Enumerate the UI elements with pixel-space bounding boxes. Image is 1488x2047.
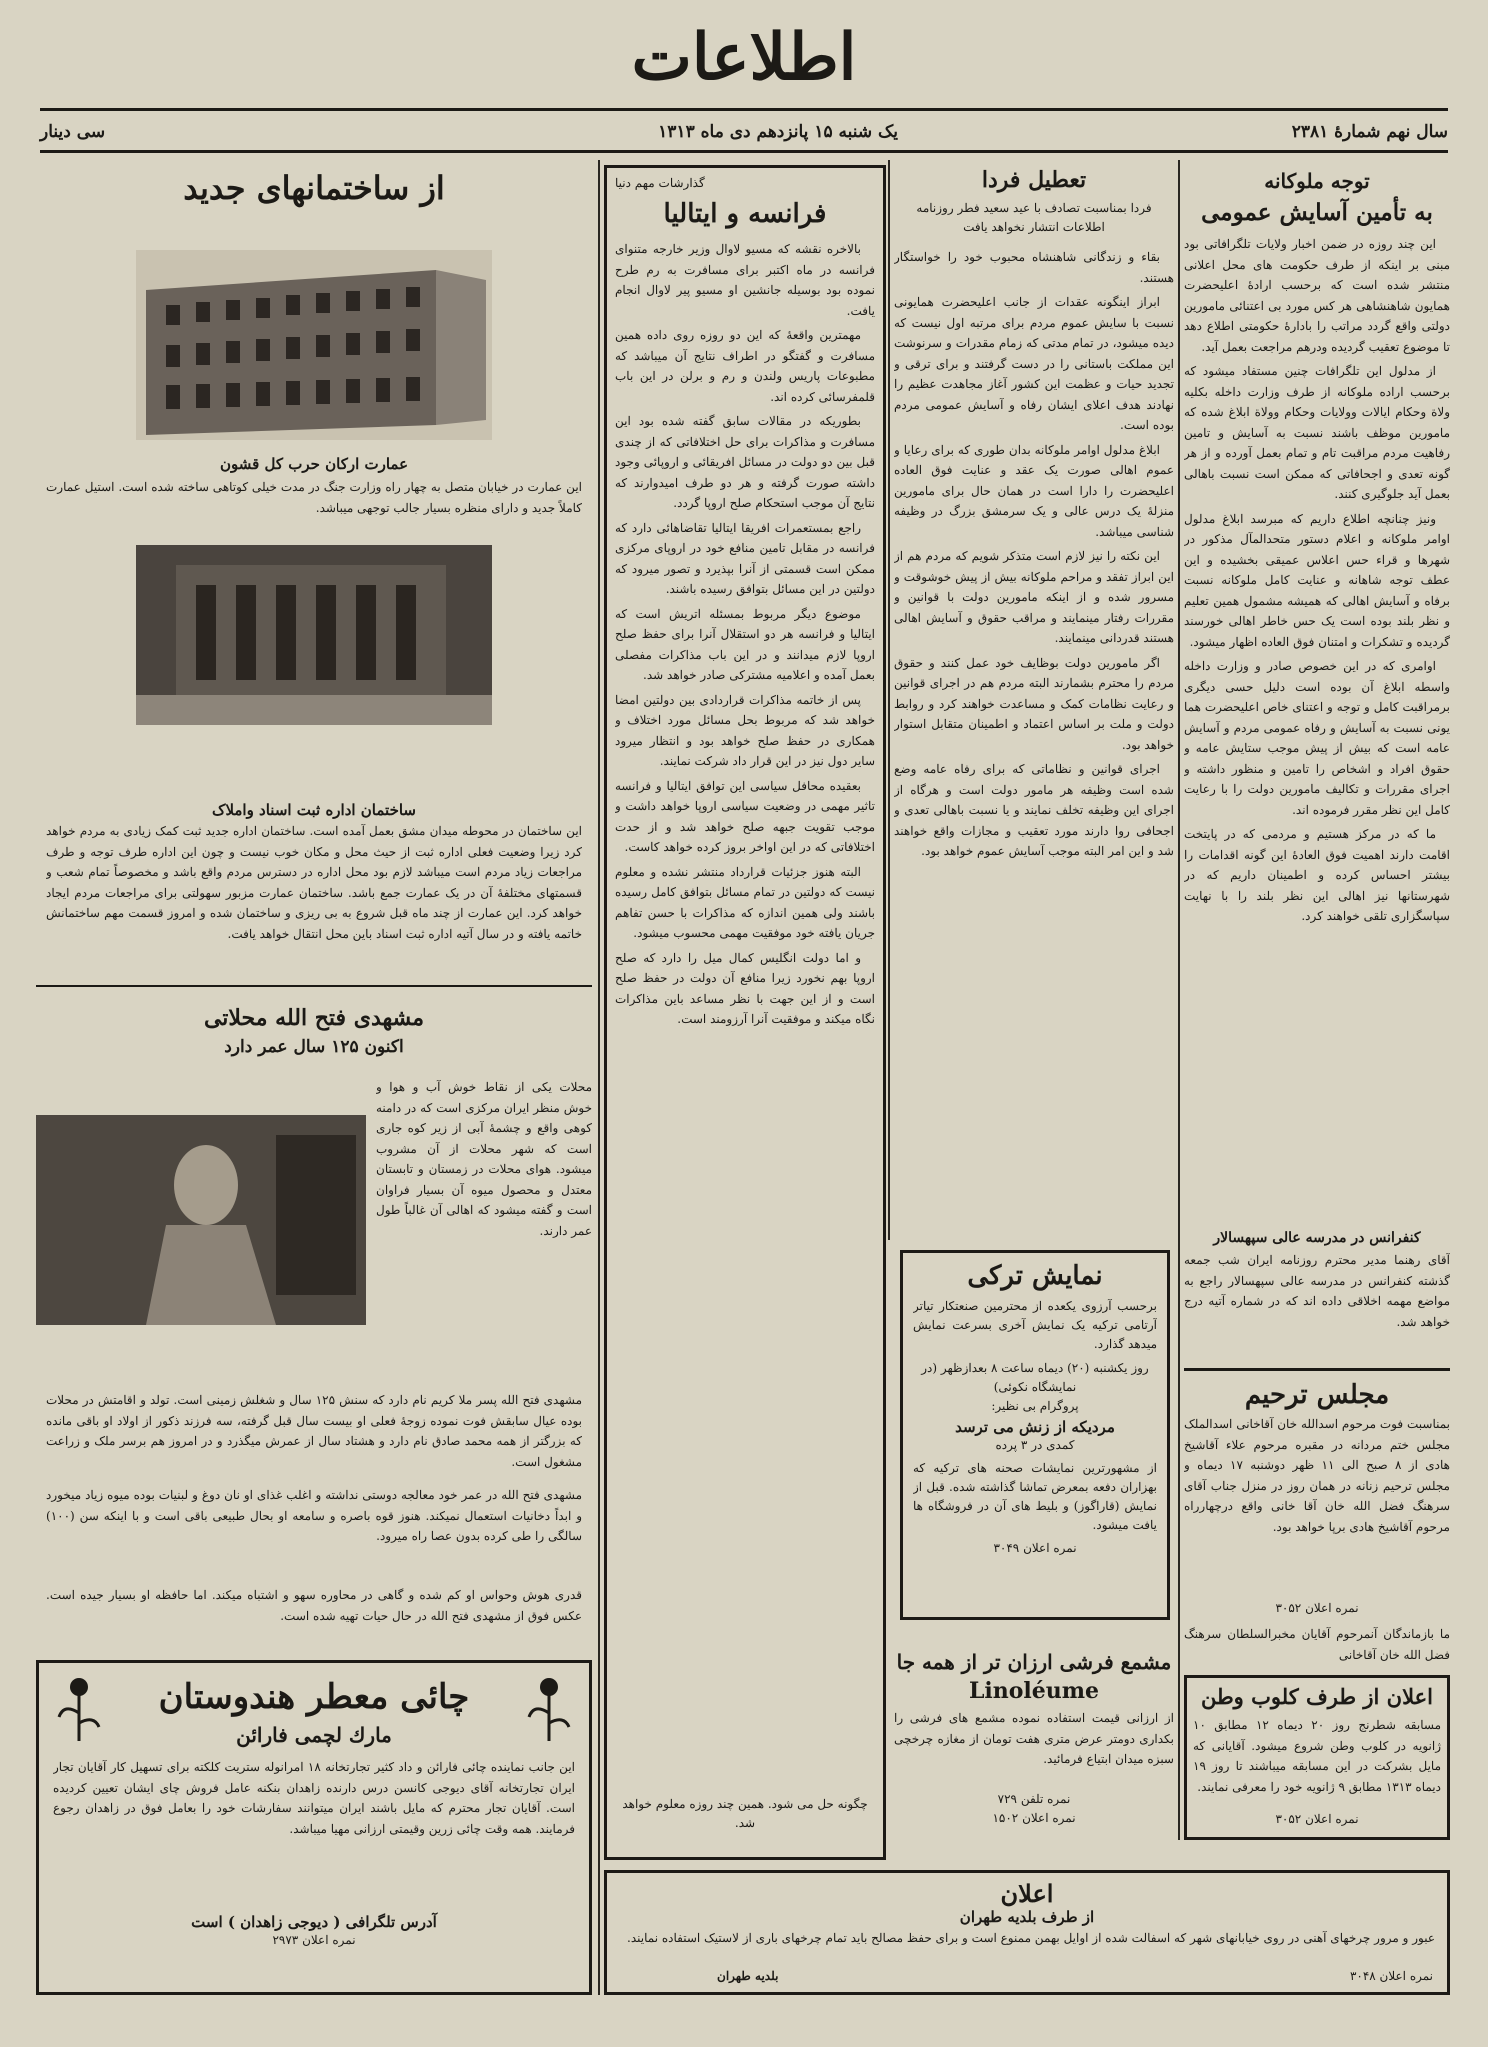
holiday-intro: فردا بمناسبت تصادف با عید سعید فطر روزنامه اطلاعات انتشار نخواهد یافت xyxy=(916,201,1152,234)
centenarian-text-4: قدری هوش وحواس او کم شده و گاهی در محاوره سهو و اشتباه میکند. اما حافظه او بسیار جیده است. عکس فوق از مشهدی فتح الله در حال حیات تهیه شده است. xyxy=(46,1588,582,1623)
article-title-1: توجه ملوکانه xyxy=(1264,169,1370,193)
paragraph: ابراز اینگونه عقدات از جانب اعلیحضرت همایونی نسبت با سایش عموم مردم برای مرتبه اول نیست که دیده میشود، در تمام مدتی که زمام مقدرات و سرنوشت این مملکت باستانی را در دست گرفتند و برای ترقی و تجدید حیات و عظمت این کشور آغاز مجاهدت عظیم را نهادند هدف اعلای ایشان رفاه و آسایش عمومی مردم بوده است. xyxy=(894,295,1174,432)
paragraph: بقاء و زندگانی شاهنشاه محبوب خود را خواستگار هستند. xyxy=(894,250,1174,285)
club-text: مسابقه شطرنج روز ۲۰ دیماه ۱۲ مطابق ۱۰ ژانویه در کلوب وطن شروع میشود. آقایانی که مایل بشرکت در این مسابقه میباشند تا روز ۱۹ دیماه ۱۳۱۳ مطابق ۹ ژانویه خود را معرفی نمایند. xyxy=(1193,1718,1441,1794)
mourning-notice xyxy=(1184,1376,1450,1666)
centenarian-title: مشهدی فتح الله محلاتی xyxy=(203,1005,425,1031)
paragraph: این نکته را نیز لازم است متذکر شویم که مردم هم از این ابراز تفقد و مراحم ملوکانه بیش از پیش خوشوقت و مسرور شده و از اینکه مامورین دولت با قوانین و مقررات رفتار مینمایند و مراقب حقوق و آسایش اهالی هستند قدردانی مینمایند. xyxy=(894,549,1174,645)
column-divider xyxy=(888,160,890,1240)
article-body xyxy=(1184,234,1450,1219)
dateline-date: یک شنبه ۱۵ پانزدهم دی ماه ۱۳۱۳ xyxy=(658,122,898,142)
section-title: از ساختمانهای جدید xyxy=(183,169,445,207)
municipality-signature: بلدیه طهران xyxy=(717,1969,779,1983)
carpet-brand: Linoléume xyxy=(968,1678,1100,1704)
dateline-price: سی دینار xyxy=(40,122,106,142)
dateline-issue: سال نهم شمارهٔ ۲۳۸۱ xyxy=(1291,122,1448,142)
paragraph: ونیز چنانچه اطلاع داریم که مبرسد ابلاغ مدلول اوامر ملوکانه و اعلام دستور متحدالمآل مذکور در شهرها و قراء حس اعلاس عمیقی بخشیده و این عطف توجه شاهانه و عنایت کامل ملوکانه نسبت برفاه و آسایش اهالی که همیشه مشمول همین تعلیم و نظر بلند بوده است یک حس خاطر اهالی خورسند گردیده و تشکرات و امتنان فوق العاده اظهار میشود. xyxy=(1184,511,1450,649)
paragraph: مهمترین واقعهٔ که این دو روزه روی داده همین مسافرت و گفتگو در اطراف نتایج آن میباشد که مطبوعات پاریس ولندن و رم و برلن در این باب قلمفرسائی کرده اند. xyxy=(615,328,875,404)
paragraph: ما که در مرکز هستیم و مردمی که در پایتخت اقامت دارند اهمیت فوق العادهٔ این گونه اقدامات را بیشتر احساس کرده و اطمینان داریم که در شهرستانها نیز اهالی این نظر بلند را با نهایت سپاسگزاری تلقی خواهند کرد. xyxy=(1184,827,1450,923)
linoleum-ad xyxy=(894,1650,1174,1870)
masthead-title: اطلاعات xyxy=(631,20,857,95)
tea-title: چائی معطر هندوستان xyxy=(158,1677,470,1717)
carpet-title: مشمع فرشی ارزان تر از همه جا xyxy=(896,1650,1172,1674)
army-hq-photo xyxy=(136,250,492,440)
carpet-notice-no: نمره اعلان ۱۵۰۲ xyxy=(992,1811,1076,1825)
article-title: فرانسه و ایتالیا xyxy=(663,199,827,229)
centenarian-text-2: مشهدی فتح الله پسر ملا کریم نام دارد که سنش ۱۲۵ سال و شغلش زمینی است. تولد و اقامتش در محلات بوده عیال سابقش فوت نموده زوجهٔ فعلی او بیست سال قبل گرفته، سه فرزند ذکور از اولاد او باقی مانده که بزرگتر از همه محمد صادق نام دارد و هشتاد سال از عمرش میگذرد و در امروز هم برسر ملک و زراعت مشغول است. xyxy=(46,1393,582,1469)
club-notice xyxy=(1184,1675,1450,1840)
mourning-footer: ما بازماندگان آنمرحوم آقایان مخبرالسلطان سرهنگ فضل الله خان آقاخانی xyxy=(1184,1627,1450,1662)
paragraph: از مدلول این تلگرافات چنین مستفاد میشود که برحسب اراده ملوکانه از طرف وزارت داخله بکلیه ولاة وحکام ایالات وولایات وحکام وولاة ابلاغ شده که مامورین موظف باشند نسبت به آسایش و تامین رفاهیت مردم مراقبت تام و تمام بعمل آورده و از هر گونه تعدی و اجحافاتی که ممکن است نسبت باهالی بعمل آید جلوگیری کنند. xyxy=(1184,364,1450,501)
section-divider xyxy=(36,985,592,987)
masthead-rule-top xyxy=(40,108,1448,111)
flower-icon xyxy=(49,1673,109,1743)
carpet-text: از ارزانی قیمت استفاده نموده مشمع های فرشی را بکداری دومتر عرض متری هفت تومان از مغازه چرخچی سبزه میدان ابتیاع فرمائید. xyxy=(894,1711,1174,1766)
mourning-title: مجلس ترحیم xyxy=(1244,1380,1390,1410)
conference-title: کنفرانس در مدرسه عالی سپهسالار xyxy=(1213,1230,1421,1246)
article-footer: چگونه حل می شود. همین چند روزه معلوم خواهد شد. xyxy=(622,1797,868,1830)
paragraph: اگر مامورین دولت بوظایف خود عمل کنند و حقوق مردم را محترم بشمارند البته مردم هم در اجرای قوانین و رعایت نظامات کمک و مساعدت خواهند کرد و روابط دولت و ملت بر اساس اعتماد و اطمینان متقابل استوار خواهد بود. xyxy=(894,655,1174,752)
tea-notice-no: نمره اعلان ۲۹۷۳ xyxy=(272,1933,356,1947)
carpet-phone: نمره تلفن ۷۲۹ xyxy=(997,1792,1071,1806)
paragraph: اجرای قوانین و نظاماتی که برای رفاه عامه وضع شده است وظیفه هر مامور دولت است و هرگاه از اجرای این وظیفه تخلف نمایند و یا نسبت باهالی تعدی و اجحافی روا دارند مورد تعقیب و مجازات واقع خواهند شد و این امر البته موجب آسایش عموم خواهد بود. xyxy=(894,762,1174,858)
paragraph: البته هنوز جزئیات قرارداد منتشر نشده و معلوم نیست که دولتین در تمام مسائل بتوافق کامل رسیده باشند ولی همین اندازه که مذاکرات با حسن تفاهم جریان یافته خود موفقیت مهمی محسوب میشود. xyxy=(615,864,875,940)
column-divider xyxy=(1178,160,1180,1840)
mourning-notice-no: نمره اعلان ۳۰۵۲ xyxy=(1275,1601,1359,1615)
paragraph: بالاخره نقشه که مسیو لاوال وزیر خارجه متنوای فرانسه در ماه اکتبر برای مسافرت به رم طرح نموده بود بوسیله جانشین او مسیو پیر لاوال انجام یافت. xyxy=(615,242,875,318)
tea-ad xyxy=(36,1660,592,1995)
paragraph: بطوریکه در مقالات سابق گفته شده بود این مسافرت و مذاکرات برای حل اختلافاتی که از چندی قبل بین دو دولت در مسائل افریقائی و اروپائی وجود داشته صورت گرفته و هر دو طرف امیدوارند که نتایج آن موجب استحکام صلح اروپا گردد. xyxy=(615,414,875,510)
column-divider xyxy=(598,160,600,1995)
club-notice-no: نمره اعلان ۳۰۵۲ xyxy=(1275,1812,1359,1826)
conference-text: آقای رهنما مدیر محترم روزنامه ایران شب جمعه گذشته کنفرانس در مدرسه عالی سپهسالار راجع به مواضع مهمه اخلاقی داده اند که در شماره آتیه درج خواهد شد. xyxy=(1184,1253,1450,1329)
tea-address: آدرس تلگرافی ( دیوجی زاهدان ) است xyxy=(191,1913,437,1931)
show-title: نمایش ترکی xyxy=(967,1261,1103,1291)
paragraph: این چند روزه در ضمن اخبار ولایات تلگرافاتی بود مبنی بر اینکه از طرف حکومت های محل اعلانی منتشر شده است که برحسب ارادهٔ اعلیحضرت همایون شاهنشاهی هر کس مورد بی اعتنائی مامورین دولتی واقع گردد مراتب را بادارهٔ حکومتی اطلاع دهد تا موضوع تعقیب گردیده ودرهم مراجعت بعمل آید. xyxy=(1184,237,1450,354)
turkish-show-ad xyxy=(900,1250,1170,1620)
article-title-2: به تأمین آسایش عمومی xyxy=(1201,199,1433,226)
registry-text: این ساختمان در محوطه میدان مشق بعمل آمده است. ساختمان اداره جدید ثبت کمک زیادی به مردم خواهد کرد زیرا وضعیت فعلی اداره ثبت از حیث محل و مکان خوب نیست و چون این اداره طرف توجه و طرف مراجعات زیاد مردم است میباشد لازم بود محل اداره در دسترس مردم واقع باشد و مخصوصاً تمام شعب و قسمتهای مختلفهٔ آن در یک عمارت جمع باشد. ساختمان عمارت مزبور سهولتی برای مراجعات مردم ایجاد خواهد کرد. این عمارت از چند ماه قبل شروع به بی ریزی و ساختمان شده و امروز قسمت مهم ساختمانش خاتمه یافته و در سال آتیه اداره ثبت اسناد باین محل انتقال خواهد یافت. xyxy=(46,824,582,941)
registry-caption: ساختمان اداره ثبت اسناد واملاک xyxy=(212,801,416,819)
army-hq-text: این عمارت در خیابان متصل به چهار راه وزارت جنگ در مدت خیلی کوتاهی ساخته شده است. استیل عمارت کاملاً جدید و دارای منظره بسیار جالب توجهی میباشد. xyxy=(46,480,582,515)
municipality-title: اعلان xyxy=(1000,1879,1054,1908)
tea-subtitle: مارك لچمی فارائن xyxy=(236,1723,392,1747)
article-france-italy xyxy=(604,165,886,1860)
tea-text: این جانب نماینده چائی فارائن و داد کثیر تجارتخانه ۱۸ امرانوله ستریت کلکته برای تسهیل کار آقایان تجار ایران تجارتخانه آقای دیوجی کانسن درس دارنده زاهدان بنکنه عامل فروش چای ایشان تعیین کردیده است. آقایان تجار محترم که مایل باشند ایران میتوانند سفارشات خود را بعامل فوق در زاهدان رجوع فرمایند. همه وقت چائی زرین وقیمتی ارزانی مهیا میباشد. xyxy=(53,1760,575,1836)
centenarian-text-1: محلات یکی از نقاط خوش آب و هوا و خوش منظر ایران مرکزی است که در دامنه کوهی واقع و چشمهٔ آبی از زیر کوه جاری است که شهر محلات از آن مشروب میشود. هوای محلات در زمستان و تابستان معتدل و محصول میوه آن بسیار فراوان است و گفته میشود که اهالی آن غالباً طول عمر دارند. xyxy=(376,1080,592,1238)
paragraph: پس از خاتمه مذاکرات قراردادی بین دولتین امضا خواهد شد که مربوط بحل مسائل مورد اختلاف و همکاری در حفظ صلح خواهد بود و انتظار میرود سایر دول نیز در این قرار داد شرکت نمایند. xyxy=(615,692,875,768)
show-program-label: پروگرام بی نظیر: xyxy=(991,1399,1079,1413)
municipality-subtitle: از طرف بلدیه طهران xyxy=(959,1908,1095,1926)
holiday-title: تعطیل فردا xyxy=(981,167,1087,193)
masthead-rule-bottom xyxy=(40,150,1448,153)
centenarian-subtitle: اکنون ۱۲۵ سال عمر دارد xyxy=(224,1037,404,1057)
paragraph: و اما دولت انگلیس کمال میل را دارد که صلح اروپا بهم نخورد زیرا منافع آن دولت در حفظ صلح است و از این جهت با نظر مساعد باین مذاکرات نگاه میکند و موفقیت آنرا آرزومند است. xyxy=(615,950,875,1026)
article-body xyxy=(615,239,875,1789)
article-royal-attention xyxy=(1184,165,1450,1220)
registry-photo xyxy=(136,545,492,725)
municipality-notice xyxy=(604,1870,1450,1995)
municipality-notice-no: نمره اعلان ۳۰۴۸ xyxy=(1349,1969,1433,1983)
mourning-text: بمناسبت فوت مرحوم اسدالله خان آقاخانی اسدالملک مجلس ختم مردانه در مقبره مرحوم علاء آقاشیخ هادی از ۸ صبح الی ۱۱ ظهر دوشنبه ۱۷ دیماه و مجلس ترحیم زنانه در همان روز در منزل جناب آقای سرهنگ فضل الله خان آقا خانی واقع درچهارراه مرحوم آقاشیخ هادی برپا خواهد بود. xyxy=(1184,1417,1450,1534)
show-time: روز یکشنبه (۲۰) دیماه ساعت ۸ بعدازظهر (در نمایشگاه نکوئی) xyxy=(921,1361,1149,1394)
paragraph: راجع بمستعمرات افریقا ایتالیا تقاضاهائی دارد که فرانسه در مقابل تامین منافع خود در اروپای مرکزی ممکن است قسمتی از آنرا بپذیرد و تصور میرود که دولتین در این مسائل بتوافق رسیده باشند. xyxy=(615,520,875,596)
paragraph: موضوع دیگر مربوط بمسئله اتریش است که ایتالیا و فرانسه هر دو استقلال آنرا برای حفظ صلح اروپا لازم میدانند و در این باب مذاکرات مفصلی بعمل آمده و اعلامیه مشترکی صادر خواهد شد. xyxy=(615,606,875,682)
article-body xyxy=(894,247,1174,1227)
club-title: اعلان از طرف کلوب وطن xyxy=(1200,1684,1433,1709)
municipality-text: عبور و مرور چرخهای آهنی در روی خیابانهای شهر که اسفالت شده از اوایل بهمن ممنوع است و برای حفظ مصالح باید تمام چرخهای باری از لاستیک استفاده نمایند. xyxy=(627,1931,1435,1945)
conference-notice xyxy=(1184,1230,1450,1360)
new-buildings-section xyxy=(36,165,592,1655)
show-text: برحسب آرزوی یکعده از محترمین صنعتکار تیاتر آرتامی ترکیه یک نمایش آخری بسرعت نمایش میدهد گذارد. xyxy=(913,1299,1157,1351)
show-play: مردیکه از زنش می ترسد xyxy=(955,1418,1115,1436)
section-divider xyxy=(1184,1368,1450,1371)
show-notice-no: نمره اعلان ۳۰۴۹ xyxy=(993,1541,1077,1555)
paragraph: اوامری که در این خصوص صادر و وزارت داخله واسطه ابلاغ آن بوده است دلیل حسی دیگری برمراقبت کامل و توجه و اعتنای خاص اعلیحضرت هما یونی نسبت به آسایش و رفاه عمومی مردم و آسایش عامه است که بیش از پیش موجب ستایش عامه و حقوق افراد و اشخاص را تامین و منظور داشته و اجرای مقررات و تکالیف مامورین دولت را با رعایت کامل این نظر مقرر فرموده اند. xyxy=(1184,659,1450,817)
article-kicker: گذارشات مهم دنیا xyxy=(615,176,705,190)
flower-icon xyxy=(519,1673,579,1743)
centenarian-photo xyxy=(36,1115,366,1325)
show-play-sub: کمدی در ۳ پرده xyxy=(995,1438,1075,1452)
article-holiday xyxy=(894,165,1174,1235)
army-hq-caption: عمارت ارکان حرب کل قشون xyxy=(219,455,409,473)
show-extra: از مشهورترین نمایشات صحنه های ترکیه که بهزاران دفعه بمعرض تماشا گذاشته شده. قبل از نمایش (قاراگوز) و بلیط های آن در فروشگاه ها یافت میشود. xyxy=(913,1461,1157,1532)
paragraph: بعقیده محافل سیاسی این توافق ایتالیا و فرانسه تاثیر مهمی در وضعیت سیاسی اروپا خواهد داشت و موجب تقویت جبهه صلح خواهد شد و از حدت اختلافاتی که در این اواخر بروز کرده خواهد کاست. xyxy=(615,778,875,854)
paragraph: ابلاغ مدلول اوامر ملوکانه بدان طوری که برای رعایا و عموم اهالی صورت یک عقد و عنایت فوق العاده اعلیحضرت را دارا است در همان حال برای مامورین منزلهٔ یک درس عالی و یک سرمشق بزرگ در وظیفه شناسی میباشد. xyxy=(894,442,1174,539)
centenarian-text-3: مشهدی فتح الله در عمر خود معالجه دوستی نداشته و اغلب غذای او نان دوغ و لبنیات بوده میوه زیاد میخورد و ابداً دخانیات استعمال نمیکند. هنوز قوه باصره و سامعه او بحال طبیعی باقی است و با اینکه سن (۱۰۰) سالگی را طی کرده بدون عصا راه میرود. xyxy=(46,1488,582,1543)
